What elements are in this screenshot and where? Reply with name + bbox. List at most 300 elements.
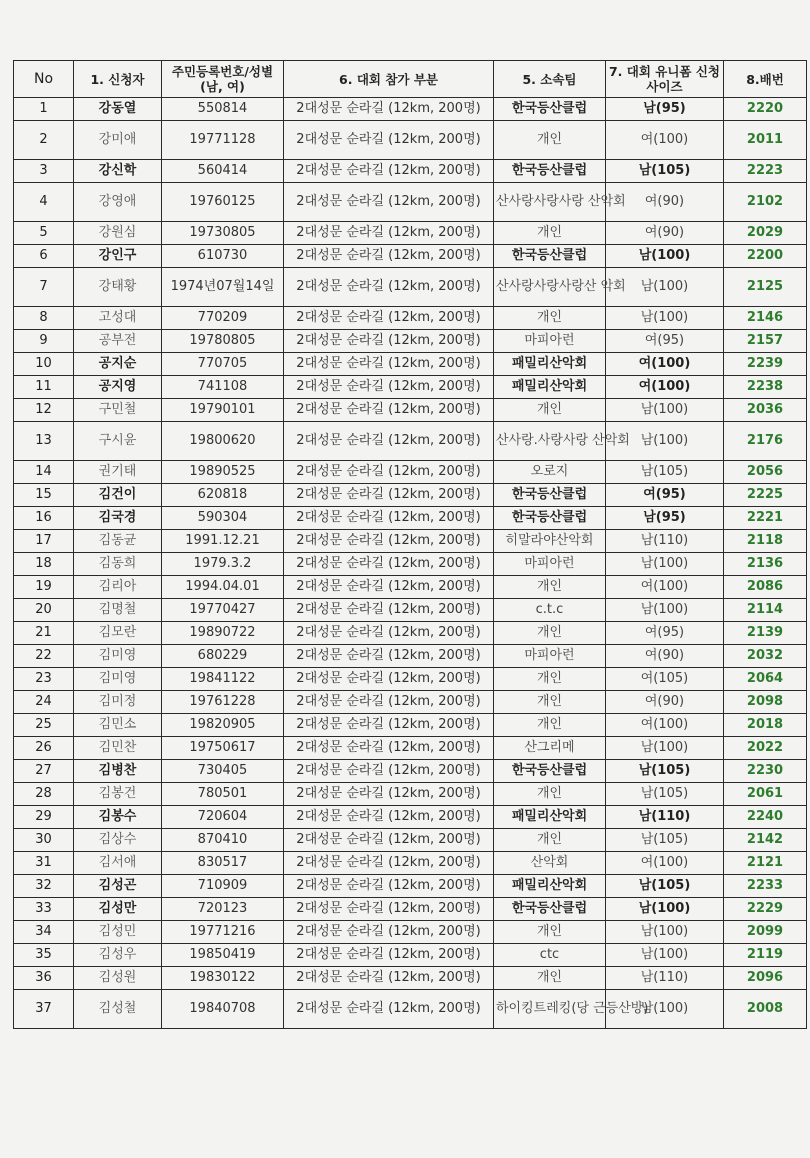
team-name: 개인: [494, 783, 606, 806]
table-row: [14, 222, 807, 245]
table-row: [14, 376, 807, 399]
id-number: 19780805: [162, 330, 284, 353]
row-no: 26: [14, 737, 74, 760]
table-row: [14, 599, 807, 622]
row-no: 8: [14, 307, 74, 330]
team-name: 개인: [494, 121, 606, 160]
bib-number: 2157: [724, 330, 807, 353]
table-row: [14, 530, 807, 553]
bib-number: 2136: [724, 553, 807, 576]
row-no: 20: [14, 599, 74, 622]
course-division: 2대성문 순라길 (12km, 200명): [284, 307, 494, 330]
course-division: 2대성문 순라길 (12km, 200명): [284, 160, 494, 183]
applicant-name: 강영애: [74, 183, 162, 222]
applicant-name: 고성대: [74, 307, 162, 330]
applicant-name: 김건이: [74, 484, 162, 507]
course-division: 2대성문 순라길 (12km, 200명): [284, 875, 494, 898]
applicant-name: 강원심: [74, 222, 162, 245]
team-name: 패밀리산악회: [494, 806, 606, 829]
id-number: 770705: [162, 353, 284, 376]
team-name: 한국등산클럽: [494, 98, 606, 121]
applicant-name: 김미영: [74, 668, 162, 691]
bib-number: 2064: [724, 668, 807, 691]
table-row: [14, 245, 807, 268]
row-no: 2: [14, 121, 74, 160]
uniform-size: 여(90): [606, 645, 724, 668]
uniform-size: 남(105): [606, 461, 724, 484]
applicant-name: 김성만: [74, 898, 162, 921]
team-name: 한국등산클럽: [494, 760, 606, 783]
applicant-name: 김상수: [74, 829, 162, 852]
bib-number: 2139: [724, 622, 807, 645]
row-no: 13: [14, 422, 74, 461]
uniform-size: 남(100): [606, 944, 724, 967]
course-division: 2대성문 순라길 (12km, 200명): [284, 484, 494, 507]
row-no: 14: [14, 461, 74, 484]
table-row: [14, 806, 807, 829]
team-name: 산악회: [494, 852, 606, 875]
course-division: 2대성문 순라길 (12km, 200명): [284, 376, 494, 399]
table-row: [14, 921, 807, 944]
id-number: 720123: [162, 898, 284, 921]
row-no: 24: [14, 691, 74, 714]
uniform-size: 남(100): [606, 307, 724, 330]
row-no: 34: [14, 921, 74, 944]
row-no: 28: [14, 783, 74, 806]
id-number: 780501: [162, 783, 284, 806]
team-name: 개인: [494, 668, 606, 691]
participant-table: [13, 60, 807, 1029]
team-name: 산사랑.사랑사랑 산악회: [494, 422, 606, 461]
uniform-size: 남(105): [606, 760, 724, 783]
team-name: 한국등산클럽: [494, 484, 606, 507]
applicant-name: 강신학: [74, 160, 162, 183]
table-row: [14, 737, 807, 760]
row-no: 17: [14, 530, 74, 553]
row-no: 23: [14, 668, 74, 691]
table-row: [14, 576, 807, 599]
team-name: c.t.c: [494, 599, 606, 622]
id-number: 19800620: [162, 422, 284, 461]
row-no: 25: [14, 714, 74, 737]
team-name: 개인: [494, 967, 606, 990]
id-number: 19890525: [162, 461, 284, 484]
table-row: [14, 645, 807, 668]
table-row: [14, 484, 807, 507]
table-row: [14, 668, 807, 691]
uniform-size: 여(90): [606, 691, 724, 714]
team-name: 개인: [494, 714, 606, 737]
id-number: 19850419: [162, 944, 284, 967]
applicant-name: 김성우: [74, 944, 162, 967]
id-number: 1991.12.21: [162, 530, 284, 553]
uniform-size: 남(110): [606, 530, 724, 553]
team-name: 한국등산클럽: [494, 245, 606, 268]
team-name: 마피아런: [494, 330, 606, 353]
id-number: 680229: [162, 645, 284, 668]
course-division: 2대성문 순라길 (12km, 200명): [284, 737, 494, 760]
id-number: 19761228: [162, 691, 284, 714]
applicant-name: 김병찬: [74, 760, 162, 783]
bib-number: 2096: [724, 967, 807, 990]
uniform-size: 여(95): [606, 330, 724, 353]
uniform-size: 여(90): [606, 222, 724, 245]
uniform-size: 여(100): [606, 121, 724, 160]
course-division: 2대성문 순라길 (12km, 200명): [284, 622, 494, 645]
team-name: 산사랑사랑사랑 산악회: [494, 183, 606, 222]
applicant-name: 김미정: [74, 691, 162, 714]
bib-number: 2022: [724, 737, 807, 760]
uniform-size: 남(100): [606, 737, 724, 760]
bib-number: 2099: [724, 921, 807, 944]
bib-number: 2220: [724, 98, 807, 121]
applicant-name: 김봉건: [74, 783, 162, 806]
course-division: 2대성문 순라길 (12km, 200명): [284, 121, 494, 160]
applicant-name: 구시윤: [74, 422, 162, 461]
course-division: 2대성문 순라길 (12km, 200명): [284, 714, 494, 737]
row-no: 11: [14, 376, 74, 399]
row-no: 9: [14, 330, 74, 353]
table-row: [14, 990, 807, 1029]
bib-number: 2086: [724, 576, 807, 599]
course-division: 2대성문 순라길 (12km, 200명): [284, 691, 494, 714]
uniform-size: 여(95): [606, 484, 724, 507]
bib-number: 2239: [724, 353, 807, 376]
bib-number: 2238: [724, 376, 807, 399]
course-division: 2대성문 순라길 (12km, 200명): [284, 268, 494, 307]
applicant-name: 강미애: [74, 121, 162, 160]
uniform-size: 여(100): [606, 353, 724, 376]
id-number: 19841122: [162, 668, 284, 691]
table-row: [14, 691, 807, 714]
id-number: 550814: [162, 98, 284, 121]
row-no: 22: [14, 645, 74, 668]
course-division: 2대성문 순라길 (12km, 200명): [284, 852, 494, 875]
id-number: 19830122: [162, 967, 284, 990]
row-no: 21: [14, 622, 74, 645]
row-no: 15: [14, 484, 74, 507]
course-division: 2대성문 순라길 (12km, 200명): [284, 353, 494, 376]
header-course: 6. 대회 참가 부분: [284, 61, 494, 98]
applicant-name: 김모란: [74, 622, 162, 645]
course-division: 2대성문 순라길 (12km, 200명): [284, 330, 494, 353]
team-name: 한국등산클럽: [494, 160, 606, 183]
bib-number: 2119: [724, 944, 807, 967]
applicant-name: 권기태: [74, 461, 162, 484]
uniform-size: 여(100): [606, 714, 724, 737]
uniform-size: 여(100): [606, 376, 724, 399]
row-no: 30: [14, 829, 74, 852]
table-row: [14, 183, 807, 222]
row-no: 1: [14, 98, 74, 121]
id-number: 770209: [162, 307, 284, 330]
row-no: 32: [14, 875, 74, 898]
id-number: 19771216: [162, 921, 284, 944]
row-no: 16: [14, 507, 74, 530]
id-number: 720604: [162, 806, 284, 829]
applicant-name: 김미영: [74, 645, 162, 668]
header-applicant: 1. 신청자: [74, 61, 162, 98]
course-division: 2대성문 순라길 (12km, 200명): [284, 806, 494, 829]
id-number: 1974년07월14일: [162, 268, 284, 307]
applicant-name: 김성민: [74, 921, 162, 944]
uniform-size: 남(100): [606, 898, 724, 921]
course-division: 2대성문 순라길 (12km, 200명): [284, 399, 494, 422]
id-number: 19750617: [162, 737, 284, 760]
course-division: 2대성문 순라길 (12km, 200명): [284, 967, 494, 990]
uniform-size: 여(105): [606, 668, 724, 691]
id-number: 1994.04.01: [162, 576, 284, 599]
team-name: 패밀리산악회: [494, 353, 606, 376]
applicant-name: 김서애: [74, 852, 162, 875]
course-division: 2대성문 순라길 (12km, 200명): [284, 222, 494, 245]
table-row: [14, 121, 807, 160]
table-row: [14, 622, 807, 645]
id-number: 730405: [162, 760, 284, 783]
header-team: 5. 소속팀: [494, 61, 606, 98]
table-row: [14, 507, 807, 530]
bib-number: 2233: [724, 875, 807, 898]
team-name: 개인: [494, 399, 606, 422]
table-row: [14, 875, 807, 898]
applicant-name: 공지순: [74, 353, 162, 376]
team-name: 히말라야산악회: [494, 530, 606, 553]
table-row: [14, 353, 807, 376]
bib-number: 2225: [724, 484, 807, 507]
table-row: [14, 160, 807, 183]
table-row: [14, 898, 807, 921]
team-name: 개인: [494, 307, 606, 330]
course-division: 2대성문 순라길 (12km, 200명): [284, 461, 494, 484]
table-row: [14, 330, 807, 353]
course-division: 2대성문 순라길 (12km, 200명): [284, 921, 494, 944]
row-no: 18: [14, 553, 74, 576]
id-number: 19840708: [162, 990, 284, 1029]
table-row: [14, 760, 807, 783]
id-number: 610730: [162, 245, 284, 268]
table-row: [14, 783, 807, 806]
header-bib-number: 8.배번: [724, 61, 807, 98]
applicant-name: 김민찬: [74, 737, 162, 760]
team-name: 산그리메: [494, 737, 606, 760]
uniform-size: 남(95): [606, 507, 724, 530]
table-row: [14, 307, 807, 330]
bib-number: 2102: [724, 183, 807, 222]
course-division: 2대성문 순라길 (12km, 200명): [284, 990, 494, 1029]
row-no: 3: [14, 160, 74, 183]
course-division: 2대성문 순라길 (12km, 200명): [284, 576, 494, 599]
id-number: 19890722: [162, 622, 284, 645]
id-number: 590304: [162, 507, 284, 530]
id-number: 870410: [162, 829, 284, 852]
uniform-size: 남(105): [606, 160, 724, 183]
course-division: 2대성문 순라길 (12km, 200명): [284, 98, 494, 121]
row-no: 31: [14, 852, 74, 875]
team-name: 오로지: [494, 461, 606, 484]
course-division: 2대성문 순라길 (12km, 200명): [284, 422, 494, 461]
row-no: 27: [14, 760, 74, 783]
team-name: 하이킹트레킹(당 근등산방): [494, 990, 606, 1029]
row-no: 35: [14, 944, 74, 967]
id-number: 1979.3.2: [162, 553, 284, 576]
table-row: [14, 944, 807, 967]
row-no: 37: [14, 990, 74, 1029]
course-division: 2대성문 순라길 (12km, 200명): [284, 530, 494, 553]
team-name: ctc: [494, 944, 606, 967]
bib-number: 2121: [724, 852, 807, 875]
team-name: 개인: [494, 921, 606, 944]
bib-number: 2142: [724, 829, 807, 852]
uniform-size: 남(100): [606, 990, 724, 1029]
row-no: 36: [14, 967, 74, 990]
row-no: 29: [14, 806, 74, 829]
bib-number: 2240: [724, 806, 807, 829]
bib-number: 2200: [724, 245, 807, 268]
table-row: [14, 714, 807, 737]
row-no: 4: [14, 183, 74, 222]
course-division: 2대성문 순라길 (12km, 200명): [284, 183, 494, 222]
row-no: 6: [14, 245, 74, 268]
bib-number: 2229: [724, 898, 807, 921]
table-row: [14, 422, 807, 461]
bib-number: 2146: [724, 307, 807, 330]
team-name: 한국등산클럽: [494, 898, 606, 921]
applicant-name: 김성곤: [74, 875, 162, 898]
course-division: 2대성문 순라길 (12km, 200명): [284, 829, 494, 852]
bib-number: 2176: [724, 422, 807, 461]
applicant-name: 김명철: [74, 599, 162, 622]
course-division: 2대성문 순라길 (12km, 200명): [284, 507, 494, 530]
applicant-name: 김국경: [74, 507, 162, 530]
course-division: 2대성문 순라길 (12km, 200명): [284, 944, 494, 967]
uniform-size: 남(105): [606, 829, 724, 852]
id-number: 19760125: [162, 183, 284, 222]
row-no: 5: [14, 222, 74, 245]
uniform-size: 여(100): [606, 852, 724, 875]
bib-number: 2032: [724, 645, 807, 668]
id-number: 830517: [162, 852, 284, 875]
bib-number: 2008: [724, 990, 807, 1029]
bib-number: 2029: [724, 222, 807, 245]
applicant-name: 김리아: [74, 576, 162, 599]
uniform-size: 남(110): [606, 967, 724, 990]
id-number: 19790101: [162, 399, 284, 422]
bib-number: 2118: [724, 530, 807, 553]
team-name: 마피아런: [494, 645, 606, 668]
bib-number: 2230: [724, 760, 807, 783]
uniform-size: 여(100): [606, 576, 724, 599]
id-number: 560414: [162, 160, 284, 183]
team-name: 개인: [494, 222, 606, 245]
applicant-name: 강인구: [74, 245, 162, 268]
id-number: 19730805: [162, 222, 284, 245]
table-row: [14, 399, 807, 422]
course-division: 2대성문 순라길 (12km, 200명): [284, 245, 494, 268]
bib-number: 2114: [724, 599, 807, 622]
table-row: [14, 98, 807, 121]
applicant-name: 김민소: [74, 714, 162, 737]
uniform-size: 남(100): [606, 553, 724, 576]
table-row: [14, 553, 807, 576]
team-name: 마피아런: [494, 553, 606, 576]
bib-number: 2223: [724, 160, 807, 183]
row-no: 33: [14, 898, 74, 921]
header-no: No: [14, 61, 74, 98]
bib-number: 2018: [724, 714, 807, 737]
applicant-name: 공부전: [74, 330, 162, 353]
header-uniform-size: 7. 대회 유니폼 신청 사이즈: [606, 61, 724, 98]
row-no: 19: [14, 576, 74, 599]
id-number: 741108: [162, 376, 284, 399]
team-name: 개인: [494, 622, 606, 645]
applicant-name: 김동균: [74, 530, 162, 553]
row-no: 12: [14, 399, 74, 422]
table-row: [14, 852, 807, 875]
uniform-size: 남(100): [606, 399, 724, 422]
applicant-name: 김봉수: [74, 806, 162, 829]
applicant-name: 강동열: [74, 98, 162, 121]
uniform-size: 남(95): [606, 98, 724, 121]
bib-number: 2056: [724, 461, 807, 484]
applicant-name: 김동희: [74, 553, 162, 576]
course-division: 2대성문 순라길 (12km, 200명): [284, 553, 494, 576]
team-name: 한국등산클럽: [494, 507, 606, 530]
id-number: 710909: [162, 875, 284, 898]
bib-number: 2221: [724, 507, 807, 530]
uniform-size: 여(95): [606, 622, 724, 645]
uniform-size: 남(100): [606, 268, 724, 307]
team-name: 패밀리산악회: [494, 875, 606, 898]
id-number: 19820905: [162, 714, 284, 737]
uniform-size: 여(90): [606, 183, 724, 222]
id-number: 19770427: [162, 599, 284, 622]
team-name: 개인: [494, 576, 606, 599]
applicant-name: 강태황: [74, 268, 162, 307]
id-number: 620818: [162, 484, 284, 507]
table-row: [14, 461, 807, 484]
course-division: 2대성문 순라길 (12km, 200명): [284, 599, 494, 622]
uniform-size: 남(100): [606, 921, 724, 944]
course-division: 2대성문 순라길 (12km, 200명): [284, 668, 494, 691]
uniform-size: 남(105): [606, 875, 724, 898]
bib-number: 2061: [724, 783, 807, 806]
team-name: 개인: [494, 691, 606, 714]
table-row: [14, 268, 807, 307]
table-row: [14, 829, 807, 852]
team-name: 패밀리산악회: [494, 376, 606, 399]
bib-number: 2011: [724, 121, 807, 160]
applicant-name: 김성원: [74, 967, 162, 990]
row-no: 10: [14, 353, 74, 376]
uniform-size: 남(100): [606, 599, 724, 622]
uniform-size: 남(100): [606, 245, 724, 268]
uniform-size: 남(100): [606, 422, 724, 461]
table-row: [14, 967, 807, 990]
uniform-size: 남(110): [606, 806, 724, 829]
course-division: 2대성문 순라길 (12km, 200명): [284, 898, 494, 921]
course-division: 2대성문 순라길 (12km, 200명): [284, 783, 494, 806]
bib-number: 2036: [724, 399, 807, 422]
table-header-row: [14, 61, 807, 98]
bib-number: 2098: [724, 691, 807, 714]
course-division: 2대성문 순라길 (12km, 200명): [284, 760, 494, 783]
course-division: 2대성문 순라길 (12km, 200명): [284, 645, 494, 668]
team-name: 개인: [494, 829, 606, 852]
row-no: 7: [14, 268, 74, 307]
uniform-size: 남(105): [606, 783, 724, 806]
bib-number: 2125: [724, 268, 807, 307]
applicant-name: 공지영: [74, 376, 162, 399]
